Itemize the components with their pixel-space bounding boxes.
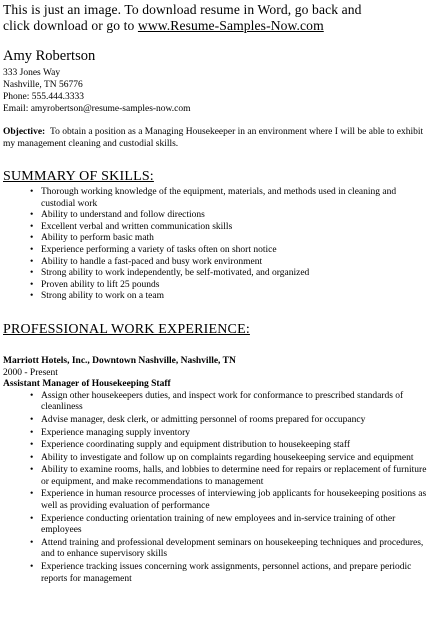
download-notice bbox=[3, 2, 429, 34]
list-item bbox=[30, 391, 429, 414]
list-item bbox=[30, 291, 429, 303]
experience-section-title: PROFESSIONAL WORK EXPERIENCE: bbox=[3, 321, 250, 337]
list-item bbox=[30, 187, 429, 210]
bullet-icon: • bbox=[30, 233, 34, 244]
list-item bbox=[30, 245, 429, 257]
bullet-icon: • bbox=[30, 562, 34, 573]
candidate-name: Amy Robertson bbox=[3, 48, 96, 64]
objective-paragraph bbox=[3, 126, 429, 150]
list-item bbox=[30, 453, 429, 465]
list-item-text: Experience managing supply inventory bbox=[41, 427, 191, 438]
list-item-text: Attend training and professional development seminars on housekeeping techniques and procedures, and to enhance supervisory skills bbox=[41, 537, 424, 560]
street-address: 333 Jones Way bbox=[3, 68, 61, 78]
bullet-icon: • bbox=[30, 427, 34, 438]
objective-label: Objective: bbox=[3, 127, 46, 137]
bullet-icon: • bbox=[30, 537, 34, 548]
list-item-text: Ability to investigate and follow up on complaints regarding housekeeping service and equipment bbox=[41, 452, 414, 463]
list-item bbox=[30, 233, 429, 245]
list-item-text: Strong ability to work on a team bbox=[41, 291, 164, 302]
list-item bbox=[30, 428, 429, 440]
job-entry bbox=[3, 356, 429, 585]
list-item bbox=[30, 222, 429, 234]
bullet-icon: • bbox=[30, 187, 34, 197]
phone-number: Phone: 555.444.3333 bbox=[3, 92, 85, 102]
objective-text: To obtain a position as a Managing Housekeeper in an environment where I will be able to exhibit my management cleaning and custodial skills. bbox=[3, 127, 424, 149]
list-item-text: Experience coordinating supply and equipment distribution to housekeeping staff bbox=[41, 440, 351, 451]
email-address: Email: amyrobertson@resume-samples-now.com bbox=[3, 104, 191, 114]
bullet-icon: • bbox=[30, 244, 34, 255]
list-item bbox=[30, 257, 429, 269]
contact-block bbox=[3, 67, 429, 115]
bullet-icon: • bbox=[30, 513, 34, 524]
list-item bbox=[30, 440, 429, 452]
notice-line-2 bbox=[3, 18, 429, 34]
job-duties-list bbox=[3, 391, 429, 586]
city-state-zip: Nashville, TN 56776 bbox=[3, 80, 83, 90]
bullet-icon: • bbox=[30, 489, 34, 500]
list-item-text: Experience performing a variety of tasks often on short notice bbox=[41, 244, 277, 255]
resume-samples-link[interactable]: www.Resume-Samples-Now.com bbox=[137, 18, 324, 33]
bullet-icon: • bbox=[30, 221, 34, 232]
list-item-text: Advise manager, desk clerk, or admitting personnel of rooms prepared for occupancy bbox=[41, 414, 366, 425]
bullet-icon: • bbox=[30, 452, 34, 463]
bullet-icon: • bbox=[30, 465, 34, 476]
list-item bbox=[30, 210, 429, 222]
list-item bbox=[30, 538, 429, 561]
list-item bbox=[30, 415, 429, 427]
list-item-text: Ability to understand and follow directions bbox=[41, 210, 205, 221]
list-item-text: Experience conducting orientation training of new employees and in-service training of other employees bbox=[41, 513, 396, 536]
bullet-icon: • bbox=[30, 414, 34, 425]
bullet-icon: • bbox=[30, 279, 34, 290]
list-item bbox=[30, 489, 429, 512]
skills-section-title: SUMMARY OF SKILLS: bbox=[3, 169, 154, 184]
list-item-text: Ability to examine rooms, halls, and lobbies to determine need for repairs or replacement of furniture or equipment, and make recommendations to management bbox=[41, 465, 427, 487]
job-employer: Marriott Hotels, Inc., Downtown Nashville, Nashville, TN bbox=[3, 355, 236, 366]
bullet-icon: • bbox=[30, 440, 34, 451]
list-item bbox=[30, 280, 429, 292]
job-dates: 2000 - Present bbox=[3, 367, 58, 378]
list-item-text: Thorough working knowledge of the equipment, materials, and methods used in cleaning and custodial work bbox=[41, 187, 397, 209]
list-item bbox=[30, 268, 429, 280]
list-item-text: Assign other housekeepers duties, and inspect work for conformance to prescribed standards of cleanliness bbox=[41, 390, 404, 413]
list-item-text: Excellent verbal and written communication skills bbox=[41, 221, 233, 232]
skills-list bbox=[3, 187, 429, 303]
bullet-icon: • bbox=[30, 268, 34, 279]
bullet-icon: • bbox=[30, 291, 34, 302]
list-item-text: Strong ability to work independently, be self-motivated, and organized bbox=[41, 268, 310, 279]
notice-line-2-text: click download or go to bbox=[3, 18, 138, 33]
bullet-icon: • bbox=[30, 210, 34, 221]
job-position: Assistant Manager of Housekeeping Staff bbox=[3, 379, 171, 390]
list-item-text: Experience tracking issues concerning work assignments, personnel actions, and prepare periodic reports for management bbox=[41, 562, 412, 584]
list-item bbox=[30, 465, 429, 488]
list-item-text: Proven ability to lift 25 pounds bbox=[41, 279, 160, 290]
list-item-text: Ability to handle a fast-paced and busy work environment bbox=[41, 256, 263, 267]
notice-line-1: This is just an image. To download resume in Word, go back and bbox=[3, 2, 362, 17]
bullet-icon: • bbox=[30, 390, 34, 401]
list-item bbox=[30, 562, 429, 585]
list-item bbox=[30, 514, 429, 537]
bullet-icon: • bbox=[30, 256, 34, 267]
list-item-text: Ability to perform basic math bbox=[41, 233, 154, 244]
list-item-text: Experience in human resource processes of interviewing job applicants for housekeeping positions as well as providing evaluation of performance bbox=[41, 489, 427, 512]
